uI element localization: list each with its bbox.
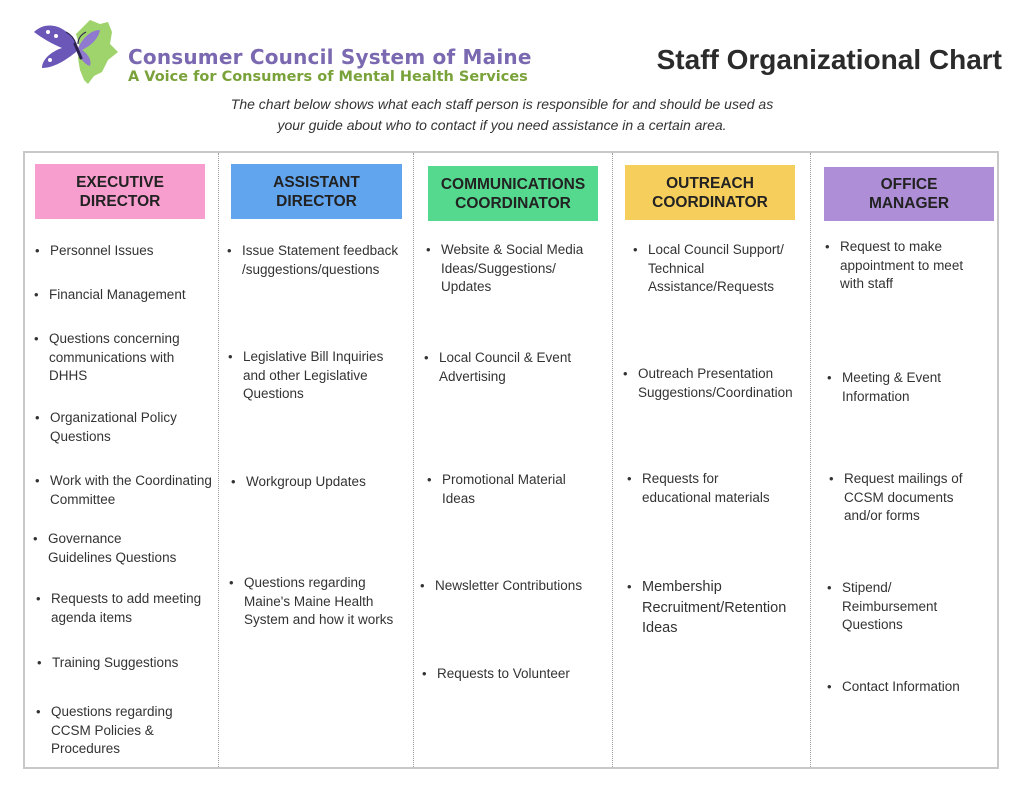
list-item: • Questions regarding Maine's Maine Health System and how it works: [229, 574, 404, 630]
header-assistant-director: [231, 164, 402, 219]
list-item: • Legislative Bill Inquiries and other Legislative Questions: [228, 348, 388, 404]
header-title-line-1: EXECUTIVE: [76, 173, 164, 191]
column-office-manager: [811, 153, 997, 767]
list-item: • Newsletter Contributions: [420, 577, 610, 596]
list-item: • Local Council Support/ Technical Assistance/Requests: [633, 241, 793, 297]
header-title-line-1: OFFICE: [880, 176, 938, 193]
list-item: • Requests for educational materials: [627, 470, 787, 507]
header-title-line-1: COMMUNICATIONS: [440, 175, 586, 193]
list-item: • Work with the Coordinating Committee: [35, 472, 215, 509]
column-communications-coordinator: [414, 153, 613, 767]
header-title-line-2: DIRECTOR: [79, 192, 161, 210]
list-item: • Training Suggestions: [37, 654, 217, 673]
intro-line-1: The chart below shows what each staff person is responsible for and should be used as: [230, 96, 774, 112]
organization-tagline: A Voice for Consumers of Mental Health Services: [128, 69, 528, 85]
ccsm-logo: [28, 14, 588, 86]
column-executive-director: [25, 153, 219, 767]
butterfly-maine-icon: [28, 14, 120, 86]
list-item: • Request mailings of CCSM documents and/or forms: [829, 470, 979, 526]
list-item: • Financial Management: [34, 286, 214, 305]
header-title-line-1: ASSISTANT: [273, 173, 360, 191]
list-item: • Issue Statement feedback /suggestions/questions: [227, 242, 409, 279]
list-item: • Questions regarding CCSM Policies & Procedures: [36, 703, 186, 759]
list-item: • Request to make appointment to meet with staff: [825, 238, 975, 294]
organization-name: Consumer Council System of Maine: [128, 45, 532, 69]
header-title-line-2: MANAGER: [868, 195, 950, 212]
intro-line-2: your guide about who to contact if you need assistance in a certain area.: [277, 117, 727, 133]
list-item: • Website & Social Media Ideas/Suggestions/ Updates: [426, 241, 596, 297]
list-item: • Outreach Presentation Suggestions/Coordination: [623, 365, 808, 402]
list-item: • Stipend/ Reimbursement Questions: [827, 579, 967, 635]
list-item: • Organizational Policy Questions: [35, 409, 185, 446]
list-item: • Membership Recruitment/Retention Ideas: [627, 577, 807, 639]
list-item: • Meeting & Event Information: [827, 369, 987, 406]
column-outreach-coordinator: [613, 153, 811, 767]
header-title-line-2: COORDINATOR: [652, 193, 768, 211]
list-item: • Contact Information: [827, 678, 997, 697]
header-communications-coordinator: [428, 166, 598, 221]
org-chart-table: [23, 151, 999, 769]
intro-text: [192, 94, 812, 136]
column-assistant-director: [219, 153, 414, 767]
header-title-line-2: COORDINATOR: [455, 194, 571, 212]
list-item: • Workgroup Updates: [231, 473, 411, 492]
list-item: • Governance Guidelines Questions: [33, 530, 183, 567]
header-title-line-2: DIRECTOR: [276, 192, 357, 210]
list-item: • Local Council & Event Advertising: [424, 349, 604, 386]
list-item: • Requests to Volunteer: [422, 665, 602, 684]
page-title: Staff Organizational Chart: [656, 44, 1002, 75]
header-outreach-coordinator: [625, 165, 795, 220]
header-executive-director: [35, 164, 205, 219]
list-item: • Questions concerning communications with DHHS: [34, 330, 194, 386]
list-item: • Personnel Issues: [35, 242, 215, 261]
header-office-manager: [824, 167, 994, 221]
header-title-line-1: OUTREACH: [666, 174, 754, 192]
list-item: • Promotional Material Ideas: [427, 471, 587, 508]
list-item: • Requests to add meeting agenda items: [36, 590, 211, 627]
